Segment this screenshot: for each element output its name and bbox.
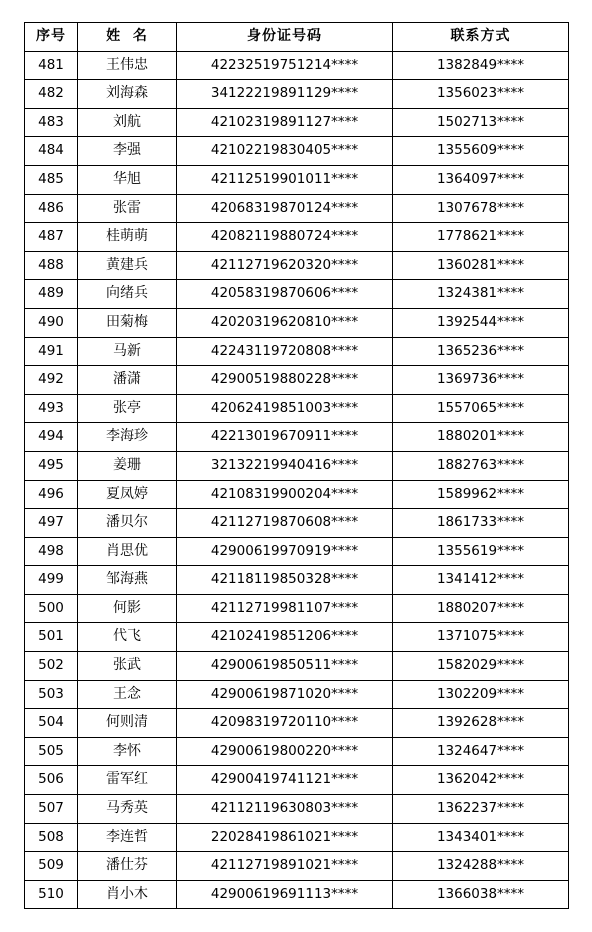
table-row xyxy=(25,652,569,681)
cell-name: 李怀 xyxy=(78,737,177,766)
cell-name: 张武 xyxy=(78,652,177,681)
cell-contact: 1371075**** xyxy=(393,623,569,652)
cell-name: 王伟忠 xyxy=(78,51,177,80)
cell-name: 邹海燕 xyxy=(78,566,177,595)
cell-name: 夏凤婷 xyxy=(78,480,177,509)
table-row xyxy=(25,80,569,109)
table-row xyxy=(25,852,569,881)
cell-contact: 1364097**** xyxy=(393,165,569,194)
cell-contact: 1355619**** xyxy=(393,537,569,566)
cell-seq: 490 xyxy=(25,308,78,337)
table-row xyxy=(25,280,569,309)
cell-seq: 482 xyxy=(25,80,78,109)
cell-seq: 494 xyxy=(25,423,78,452)
cell-name: 张亭 xyxy=(78,394,177,423)
cell-contact: 1880207**** xyxy=(393,594,569,623)
cell-name: 马秀英 xyxy=(78,795,177,824)
cell-name: 刘航 xyxy=(78,108,177,137)
header-contact: 联系方式 xyxy=(393,23,569,52)
cell-seq: 505 xyxy=(25,737,78,766)
cell-name: 李连哲 xyxy=(78,823,177,852)
cell-contact: 1341412**** xyxy=(393,566,569,595)
table-row xyxy=(25,709,569,738)
cell-id-number: 42118119850328**** xyxy=(177,566,393,595)
table-row xyxy=(25,366,569,395)
table-row xyxy=(25,108,569,137)
cell-seq: 503 xyxy=(25,680,78,709)
cell-seq: 506 xyxy=(25,766,78,795)
table-row xyxy=(25,766,569,795)
cell-seq: 501 xyxy=(25,623,78,652)
table-row xyxy=(25,423,569,452)
header-name: 姓 名 xyxy=(78,23,177,52)
cell-id-number: 42213019670911**** xyxy=(177,423,393,452)
table-row xyxy=(25,394,569,423)
cell-contact: 1356023**** xyxy=(393,80,569,109)
cell-id-number: 42112719891021**** xyxy=(177,852,393,881)
cell-contact: 1861733**** xyxy=(393,509,569,538)
cell-name: 何影 xyxy=(78,594,177,623)
cell-seq: 495 xyxy=(25,451,78,480)
cell-name: 李强 xyxy=(78,137,177,166)
cell-contact: 1343401**** xyxy=(393,823,569,852)
cell-id-number: 42112719870608**** xyxy=(177,509,393,538)
cell-id-number: 34122219891129**** xyxy=(177,80,393,109)
cell-id-number: 42102319891127**** xyxy=(177,108,393,137)
table-row xyxy=(25,137,569,166)
cell-seq: 507 xyxy=(25,795,78,824)
table-row xyxy=(25,880,569,909)
cell-name: 华旭 xyxy=(78,165,177,194)
cell-name: 刘海森 xyxy=(78,80,177,109)
cell-contact: 1360281**** xyxy=(393,251,569,280)
cell-seq: 509 xyxy=(25,852,78,881)
cell-id-number: 42243119720808**** xyxy=(177,337,393,366)
cell-seq: 491 xyxy=(25,337,78,366)
cell-id-number: 42102419851206**** xyxy=(177,623,393,652)
cell-name: 田菊梅 xyxy=(78,308,177,337)
cell-name: 肖小木 xyxy=(78,880,177,909)
table-row xyxy=(25,823,569,852)
cell-contact: 1557065**** xyxy=(393,394,569,423)
cell-contact: 1355609**** xyxy=(393,137,569,166)
table-row xyxy=(25,337,569,366)
table-row xyxy=(25,165,569,194)
cell-id-number: 42108319900204**** xyxy=(177,480,393,509)
table-row xyxy=(25,680,569,709)
cell-id-number: 42020319620810**** xyxy=(177,308,393,337)
cell-seq: 496 xyxy=(25,480,78,509)
table-row xyxy=(25,509,569,538)
cell-contact: 1302209**** xyxy=(393,680,569,709)
table-row xyxy=(25,537,569,566)
cell-contact: 1324647**** xyxy=(393,737,569,766)
table-row xyxy=(25,594,569,623)
cell-name: 潘仕芬 xyxy=(78,852,177,881)
cell-name: 王念 xyxy=(78,680,177,709)
cell-contact: 1880201**** xyxy=(393,423,569,452)
cell-seq: 492 xyxy=(25,366,78,395)
cell-seq: 499 xyxy=(25,566,78,595)
cell-name: 李海珍 xyxy=(78,423,177,452)
cell-id-number: 42098319720110**** xyxy=(177,709,393,738)
cell-id-number: 42112719981107**** xyxy=(177,594,393,623)
cell-contact: 1582029**** xyxy=(393,652,569,681)
cell-contact: 1502713**** xyxy=(393,108,569,137)
table-row xyxy=(25,308,569,337)
cell-id-number: 22028419861021**** xyxy=(177,823,393,852)
table-row xyxy=(25,623,569,652)
cell-name: 代飞 xyxy=(78,623,177,652)
header-row xyxy=(25,23,569,52)
cell-name: 桂萌萌 xyxy=(78,223,177,252)
cell-id-number: 42900419741121**** xyxy=(177,766,393,795)
cell-contact: 1369736**** xyxy=(393,366,569,395)
cell-contact: 1589962**** xyxy=(393,480,569,509)
cell-id-number: 42900619800220**** xyxy=(177,737,393,766)
cell-seq: 487 xyxy=(25,223,78,252)
cell-seq: 489 xyxy=(25,280,78,309)
cell-seq: 486 xyxy=(25,194,78,223)
cell-id-number: 42900619970919**** xyxy=(177,537,393,566)
cell-seq: 484 xyxy=(25,137,78,166)
cell-id-number: 42062419851003**** xyxy=(177,394,393,423)
cell-contact: 1324288**** xyxy=(393,852,569,881)
cell-name: 姜珊 xyxy=(78,451,177,480)
cell-id-number: 42112119630803**** xyxy=(177,795,393,824)
cell-name: 张雷 xyxy=(78,194,177,223)
cell-id-number: 42232519751214**** xyxy=(177,51,393,80)
cell-seq: 504 xyxy=(25,709,78,738)
cell-name: 潘潇 xyxy=(78,366,177,395)
cell-contact: 1307678**** xyxy=(393,194,569,223)
cell-contact: 1362237**** xyxy=(393,795,569,824)
cell-name: 向绪兵 xyxy=(78,280,177,309)
table-row xyxy=(25,251,569,280)
cell-id-number: 42112519901011**** xyxy=(177,165,393,194)
cell-name: 何则清 xyxy=(78,709,177,738)
header-seq: 序号 xyxy=(25,23,78,52)
cell-seq: 481 xyxy=(25,51,78,80)
table-row xyxy=(25,795,569,824)
cell-contact: 1365236**** xyxy=(393,337,569,366)
cell-seq: 483 xyxy=(25,108,78,137)
table-body xyxy=(25,51,569,909)
cell-seq: 488 xyxy=(25,251,78,280)
table-row xyxy=(25,480,569,509)
cell-seq: 485 xyxy=(25,165,78,194)
cell-id-number: 32132219940416**** xyxy=(177,451,393,480)
cell-name: 肖思优 xyxy=(78,537,177,566)
cell-id-number: 42102219830405**** xyxy=(177,137,393,166)
cell-id-number: 42112719620320**** xyxy=(177,251,393,280)
cell-seq: 493 xyxy=(25,394,78,423)
table-row xyxy=(25,566,569,595)
cell-id-number: 42082119880724**** xyxy=(177,223,393,252)
cell-seq: 498 xyxy=(25,537,78,566)
cell-name: 雷军红 xyxy=(78,766,177,795)
cell-contact: 1324381**** xyxy=(393,280,569,309)
cell-seq: 510 xyxy=(25,880,78,909)
table-row xyxy=(25,451,569,480)
cell-id-number: 42058319870606**** xyxy=(177,280,393,309)
cell-name: 马新 xyxy=(78,337,177,366)
cell-contact: 1778621**** xyxy=(393,223,569,252)
cell-id-number: 42900619850511**** xyxy=(177,652,393,681)
table-row xyxy=(25,223,569,252)
table-header xyxy=(25,23,569,52)
cell-contact: 1882763**** xyxy=(393,451,569,480)
cell-id-number: 42068319870124**** xyxy=(177,194,393,223)
cell-contact: 1382849**** xyxy=(393,51,569,80)
table-row xyxy=(25,194,569,223)
roster-table xyxy=(24,22,569,909)
table-row xyxy=(25,51,569,80)
cell-id-number: 42900619871020**** xyxy=(177,680,393,709)
cell-id-number: 42900519880228**** xyxy=(177,366,393,395)
header-id-number: 身份证号码 xyxy=(177,23,393,52)
cell-contact: 1366038**** xyxy=(393,880,569,909)
cell-contact: 1392628**** xyxy=(393,709,569,738)
cell-seq: 500 xyxy=(25,594,78,623)
cell-name: 黄建兵 xyxy=(78,251,177,280)
cell-seq: 497 xyxy=(25,509,78,538)
cell-contact: 1392544**** xyxy=(393,308,569,337)
table-row xyxy=(25,737,569,766)
cell-seq: 508 xyxy=(25,823,78,852)
cell-seq: 502 xyxy=(25,652,78,681)
cell-name: 潘贝尔 xyxy=(78,509,177,538)
cell-contact: 1362042**** xyxy=(393,766,569,795)
cell-id-number: 42900619691113**** xyxy=(177,880,393,909)
